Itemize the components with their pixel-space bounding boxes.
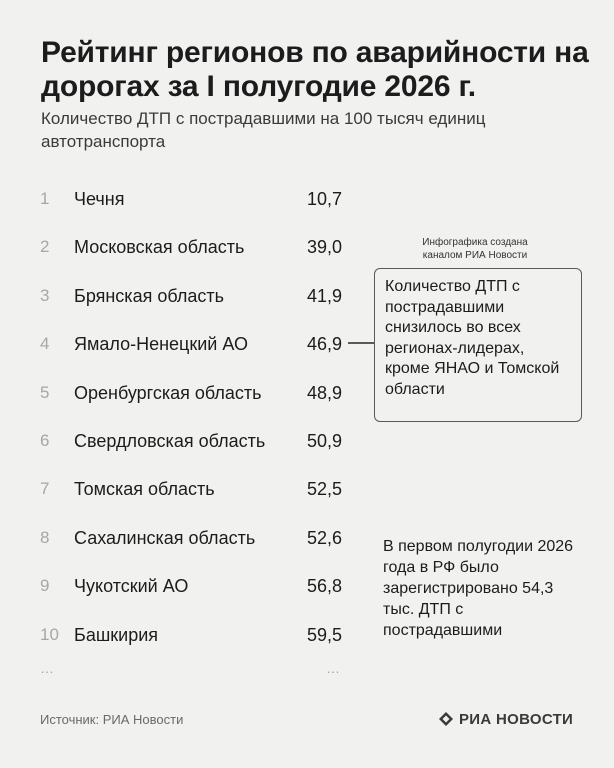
table-row bbox=[0, 429, 360, 453]
table-row bbox=[0, 235, 360, 259]
infographic-credit: Инфографика создана каналом РИА Новости bbox=[405, 236, 545, 262]
continuation-dots-right: … bbox=[326, 660, 341, 676]
table-row bbox=[0, 574, 360, 598]
rank-number: 8 bbox=[40, 527, 50, 547]
accident-rate-value: 52,5 bbox=[306, 479, 342, 500]
rank-number: 3 bbox=[40, 285, 50, 305]
region-name: Чечня bbox=[74, 189, 125, 209]
accident-rate-value: 46,9 bbox=[306, 334, 342, 355]
rank-number: 2 bbox=[40, 237, 50, 257]
accident-rate-value: 50,9 bbox=[306, 431, 342, 451]
rank-number: 4 bbox=[40, 334, 50, 354]
table-row bbox=[0, 381, 360, 405]
table-row bbox=[0, 332, 360, 356]
accident-rate-value: 10,7 bbox=[306, 189, 342, 209]
region-name: Свердловская область bbox=[74, 431, 266, 451]
table-row bbox=[0, 477, 360, 501]
accident-rate-value: 39,0 bbox=[306, 237, 342, 258]
page-subtitle: Количество ДТП с пострадавшими на 100 тысяч единиц автотранспорта bbox=[41, 109, 486, 151]
region-name: Брянская область bbox=[74, 285, 224, 306]
rank-number: 5 bbox=[40, 382, 50, 402]
rank-number: 10 bbox=[40, 624, 59, 644]
rank-number: 7 bbox=[40, 479, 50, 499]
ria-logo bbox=[438, 709, 573, 729]
table-row bbox=[0, 284, 360, 308]
page-title: Рейтинг регионов по аварийности на дорогах за I полугодие 2026 г. bbox=[41, 36, 589, 103]
side-note: В первом полугодии 2026 года в РФ было зарегистрировано 54,3 тыс. ДТП с пострадавшими bbox=[383, 538, 574, 639]
continuation-dots-left: … bbox=[40, 660, 55, 676]
region-name: Московская область bbox=[74, 237, 245, 258]
region-name: Сахалинская область bbox=[74, 527, 256, 548]
source-caption: Источник: РИА Новости bbox=[40, 712, 184, 727]
rank-number: 9 bbox=[40, 576, 50, 596]
table-row bbox=[0, 623, 360, 647]
rank-number: 6 bbox=[40, 431, 50, 450]
callout-note: Количество ДТП с пострадавшими снизилось во всех регионах-лидерах, кроме ЯНАО и Томской области bbox=[374, 268, 582, 422]
callout-connector-line bbox=[348, 342, 374, 344]
accident-rate-value: 59,5 bbox=[306, 624, 342, 645]
accident-rate-value: 48,9 bbox=[306, 382, 342, 403]
region-name: Ямало-Ненецкий АО bbox=[74, 334, 248, 355]
ria-logo-text: РИА НОВОСТИ bbox=[459, 710, 574, 728]
region-name: Томская область bbox=[74, 479, 215, 500]
accident-rate-value: 56,8 bbox=[306, 576, 342, 597]
table-row bbox=[0, 526, 360, 550]
region-name: Башкирия bbox=[74, 624, 159, 645]
rank-number: 1 bbox=[40, 189, 50, 208]
accident-rate-value: 52,6 bbox=[306, 527, 342, 548]
region-name: Чукотский АО bbox=[74, 576, 189, 597]
region-name: Оренбургская область bbox=[74, 382, 262, 403]
table-row bbox=[0, 187, 360, 211]
ria-logo-icon bbox=[438, 711, 454, 727]
accident-rate-value: 41,9 bbox=[306, 285, 342, 306]
